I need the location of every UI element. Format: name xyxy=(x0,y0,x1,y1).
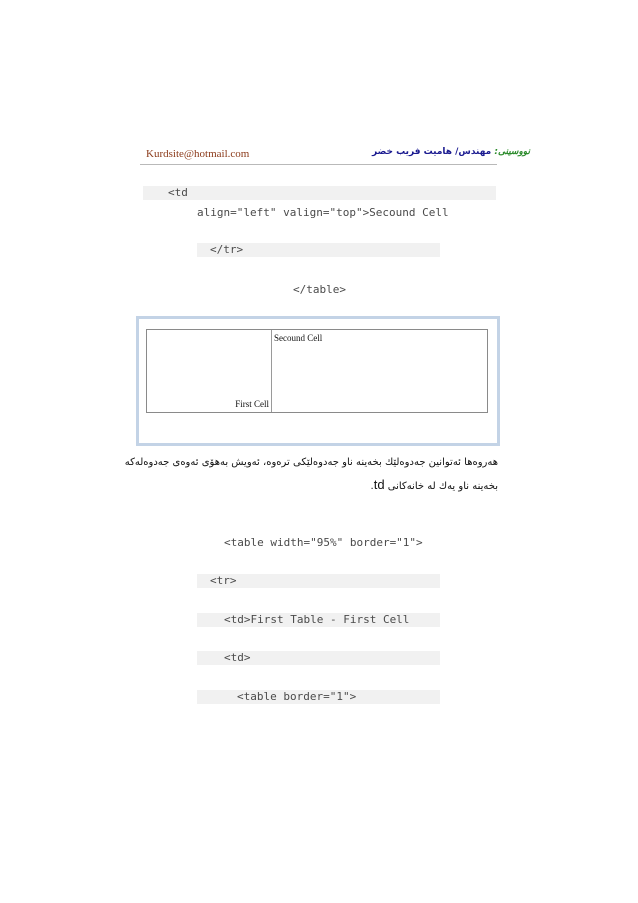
code-line: </tr> xyxy=(210,243,244,256)
code-line: <table border="1"> xyxy=(237,690,357,703)
code-line: <tr> xyxy=(210,574,237,587)
second-cell-text: Secound Cell xyxy=(274,333,323,343)
paragraph-line-2-end: . xyxy=(370,481,374,492)
first-cell xyxy=(147,330,272,412)
code-line: <table width="95%" border="1"> xyxy=(224,536,423,549)
code-line: <td xyxy=(168,186,188,199)
paragraph-line-2 xyxy=(130,477,498,492)
paragraph-line-1: هەروەها ئەتوانین جەدوەلێك بخەینە ناو جەدوەلێكی ترەوە، ئەویش بەهۆی ئەوەی جەدوەلەكە xyxy=(124,457,498,468)
paragraph-line-2-code: td xyxy=(373,477,385,492)
header-author xyxy=(372,147,530,157)
code-line: <td> xyxy=(224,651,251,664)
first-cell-text: First Cell xyxy=(235,399,269,409)
code-line: </table> xyxy=(293,283,346,296)
code-line: align="left" valign="top">Secound Cell xyxy=(197,206,449,219)
demo-table xyxy=(146,329,488,413)
paragraph-line-2-text: بخەینە ناو یەك لە خانەكانی xyxy=(387,481,498,492)
table-preview xyxy=(136,316,500,446)
author-name: مهندس/ هامیت فریب خضر xyxy=(372,147,492,157)
second-cell xyxy=(272,330,487,412)
code-line-bg xyxy=(143,186,496,200)
header-email: Kurdsite@hotmail.com xyxy=(146,148,250,160)
code-line: <td>First Table - First Cell xyxy=(224,613,410,626)
header-divider xyxy=(140,164,497,165)
author-label: نووسینی: xyxy=(494,147,530,157)
